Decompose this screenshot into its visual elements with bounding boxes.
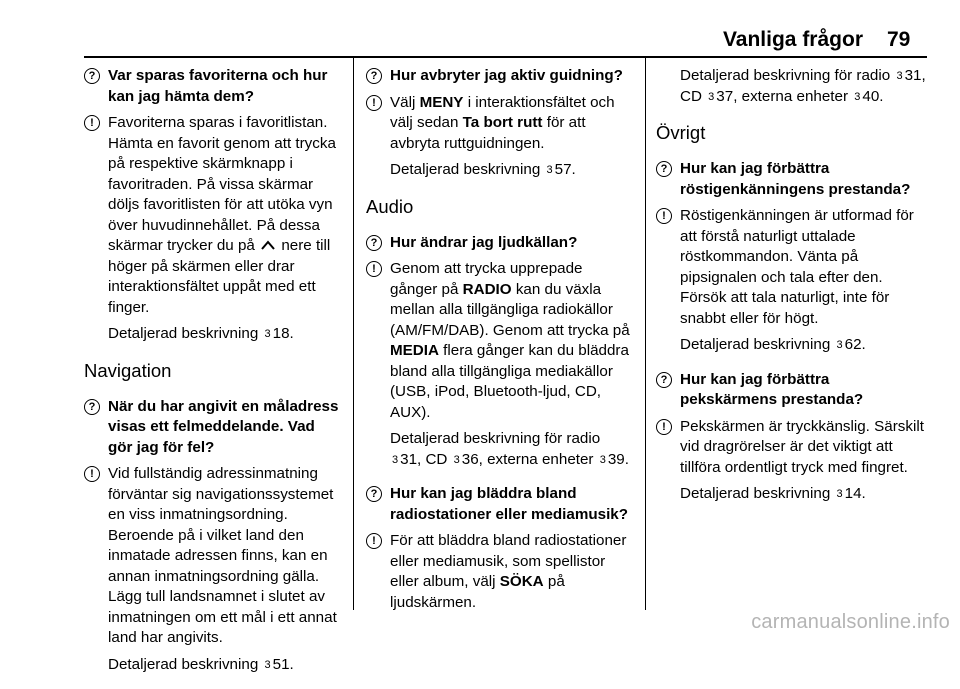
- detail-reference: Detaljerad beskrivning för radio 3 31, CD 3 37, externa enheter 3 40.: [680, 67, 926, 105]
- answer: ! Vid fullständig adressinmatning förväntar sig navigationssystemet en viss inmatningsordning. Beroende på i vilket land den inmatade adressen finns, kan en annan inmatningsordning gälla. Lägg tull landsnamnet i slutet av inmatningen om ett mål i ett annat land har angivits.: [84, 464, 342, 649]
- page-ref-arrow-icon: 3: [836, 488, 843, 500]
- question: ? Hur kan jag förbättra röstigenkänningens prestanda?: [656, 159, 928, 200]
- detail-reference: Detaljerad beskrivning 3 18.: [108, 325, 294, 342]
- page-ref-arrow-icon: 3: [546, 164, 553, 176]
- column-divider-2: [645, 56, 646, 610]
- answer: ! För att bläddra bland radiostationer eller mediamusik, som spellistor eller album, välj SÖKA på ljudskärmen.: [366, 531, 632, 613]
- page-ref-arrow-icon: 3: [854, 90, 861, 103]
- page-ref-arrow-icon: 3: [392, 453, 399, 466]
- exclamation-icon: !: [84, 466, 100, 482]
- question-icon: ?: [84, 399, 100, 415]
- question-icon: ?: [366, 235, 382, 251]
- detail-reference: Detaljerad beskrivning för radio 3 31, CD 3 36, externa enheter 3 39.: [390, 430, 629, 468]
- question: ? Var sparas favoriterna och hur kan jag hämta dem?: [84, 66, 342, 107]
- exclamation-icon: !: [656, 208, 672, 224]
- section-heading: Navigation: [84, 359, 172, 381]
- watermark: carmanualsonline.info: [751, 611, 950, 633]
- detail-reference: Detaljerad beskrivning 3 51.: [108, 655, 294, 673]
- detail-reference: Detaljerad beskrivning 3 14.: [680, 485, 866, 502]
- page-ref-arrow-icon: 3: [264, 328, 271, 340]
- page-ref-arrow-icon: 3: [453, 453, 460, 466]
- section-heading: Övrigt: [656, 122, 706, 143]
- question: ? Hur kan jag bläddra bland radiostationer eller mediamusik?: [366, 484, 632, 525]
- answer: ! Välj MENY i interaktionsfältet och välj sedan Ta bort rutt för att avbryta ruttguidningen.: [366, 93, 632, 155]
- answer: ! Favoriterna sparas i favoritlistan. Hämta en favorit genom att trycka på respektive skärmknapp i favoritraden. På vissa skärmar döljs favoritlisten för att utöka vyn över huvudinnehållet. På dessa skärmar trycker du på nere till höger på skärmen eller drar interaktionsfältet uppåt med ett finger.: [84, 113, 342, 318]
- detail-reference: Detaljerad beskrivning 3 57.: [390, 161, 576, 178]
- column-divider-1: [353, 56, 354, 610]
- page-title: Vanliga frågor: [722, 28, 863, 51]
- page-ref-arrow-icon: 3: [599, 453, 606, 466]
- question: ? När du har angivit en måladress visas ett felmeddelande. Vad gör jag för fel?: [84, 397, 342, 459]
- exclamation-icon: !: [366, 95, 382, 111]
- question-icon: ?: [366, 486, 382, 502]
- exclamation-icon: !: [366, 261, 382, 277]
- question-icon: ?: [84, 68, 100, 84]
- question-icon: ?: [656, 161, 672, 177]
- answer: ! Röstigenkänningen är utformad för att förstå naturligt uttalade röstkommandon. Vänta på pipsignalen och tala efter den. Försök att tala naturligt, inte för snabbt eller för högt.: [656, 206, 928, 329]
- page-ref-arrow-icon: 3: [836, 339, 843, 351]
- exclamation-icon: !: [84, 115, 100, 131]
- answer: ! Genom att trycka upprepade gånger på RADIO kan du växla mellan alla tillgängliga radiokällor (AM/FM/DAB). Genom att trycka på MEDIA flera gånger kan du bläddra bland alla tillgängliga mediakällor (USB, iPod, Bluetooth-ljud, CD, AUX).: [366, 259, 632, 423]
- exclamation-icon: !: [366, 533, 382, 549]
- column-2: [366, 66, 632, 619]
- question-icon: ?: [656, 372, 672, 388]
- section-heading: Audio: [366, 195, 414, 217]
- question: ? Hur kan jag förbättra pekskärmens prestanda?: [656, 370, 928, 411]
- page-ref-arrow-icon: 3: [264, 658, 271, 671]
- question: ? Hur ändrar jag ljudkällan?: [366, 233, 632, 254]
- answer: ! Pekskärmen är tryckkänslig. Särskilt vid dragrörelser är det viktigt att tillföra ordentligt tryck med fingret.: [656, 417, 928, 479]
- detail-reference: Detaljerad beskrivning 3 62.: [680, 336, 866, 353]
- column-1: [84, 66, 342, 689]
- column-3: [656, 66, 928, 519]
- chevron-up-icon: [259, 236, 277, 257]
- page-number: 79: [887, 28, 911, 51]
- exclamation-icon: !: [656, 419, 672, 435]
- header-divider: [84, 56, 927, 58]
- page-ref-arrow-icon: 3: [896, 70, 903, 82]
- page-ref-arrow-icon: 3: [708, 90, 715, 103]
- question-icon: ?: [366, 68, 382, 84]
- question: ? Hur avbryter jag aktiv guidning?: [366, 66, 632, 87]
